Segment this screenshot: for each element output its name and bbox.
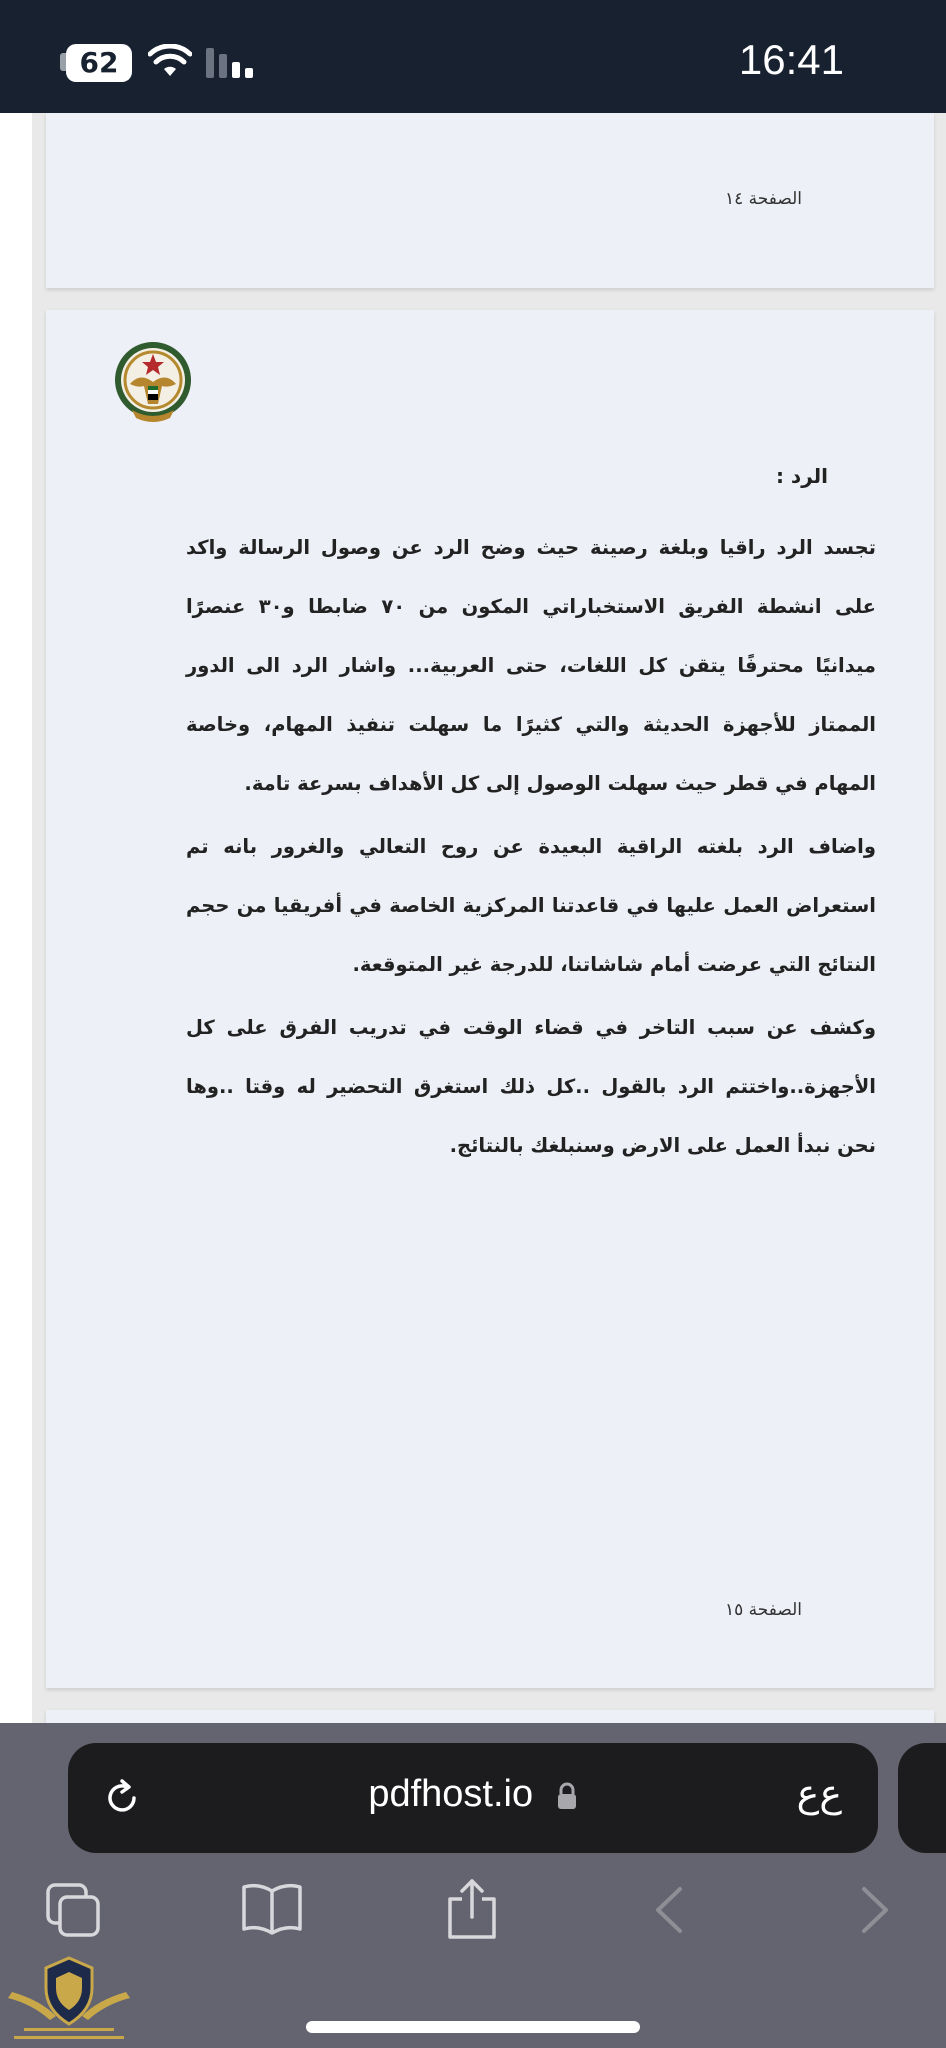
forward-icon[interactable] <box>858 1885 892 1935</box>
url-text: pdfhost.io <box>368 1773 534 1815</box>
arab-defense-forum-watermark-icon <box>4 1948 134 2044</box>
paragraph-2: واضاف الرد بلغته الراقية البعيدة عن روح التعالي والغرور بانه تم استعراض العمل عليها في قاعدتنا المركزية الخاصة في أفريقيا من حجم النتائج التي عرضت أمام شاشاتنا، للدرجة غير المتوقعة. <box>186 835 876 976</box>
paragraph-3: وكشف عن سبب التاخر في قضاء الوقت في تدريب الفرق على كل الأجهزة..واختتم الرد بالقول ..كل ذلك استغرق التحضير له وقتا ..وها نحن نبدأ العمل على الارض وسنبلغك بالنتائج. <box>186 1016 876 1157</box>
cellular-signal-icon <box>206 48 258 78</box>
pdf-viewer[interactable] <box>0 113 946 1723</box>
bookmarks-icon[interactable] <box>240 1881 304 1937</box>
paragraph-1: تجسد الرد راقيا وبلغة رصينة حيث وضح الرد عن وصول الرسالة واكد على انشطة الفريق الاستخباراتي المكون من ٧٠ ضابطا و٣٠ عنصرًا ميدانيًا محترفًا يتقن كل اللغات، حتى العربية... واشار الرد الى الدور الممتاز للأجهزة الحديثة والتي كثيرًا ما سهلت تنفيذ المهام، وخاصة المهام في قطر حيث سهلت الوصول إلى كل الأهداف بسرعة تامة. <box>186 536 876 795</box>
pdf-page-14 <box>46 113 934 288</box>
text-size-button[interactable]: ع‌ع <box>796 1771 842 1815</box>
pdf-page-16 <box>46 1710 934 1723</box>
tabs-icon[interactable] <box>44 1881 102 1939</box>
status-bar <box>0 0 946 113</box>
browser-toolbar <box>0 1723 946 2048</box>
pdf-page-15 <box>46 310 934 1688</box>
home-indicator[interactable] <box>306 2021 640 2033</box>
back-icon[interactable] <box>652 1885 686 1935</box>
address-bar[interactable] <box>68 1743 878 1853</box>
lock-icon <box>556 1781 578 1811</box>
response-heading: الرد : <box>775 464 828 488</box>
battery-indicator: 62 <box>66 44 132 82</box>
wifi-icon <box>148 44 192 78</box>
viewer-gutter <box>0 113 32 1723</box>
page-number-14: الصفحة ١٤ <box>724 189 802 209</box>
share-icon[interactable] <box>444 1877 500 1941</box>
clock: 16:41 <box>738 36 844 83</box>
url-field[interactable] <box>68 1773 878 1816</box>
uae-army-emblem-icon <box>112 338 194 428</box>
next-tab-address-bar[interactable] <box>898 1743 946 1853</box>
page-body <box>186 518 876 1175</box>
page-number-15: الصفحة ١٥ <box>724 1600 802 1620</box>
